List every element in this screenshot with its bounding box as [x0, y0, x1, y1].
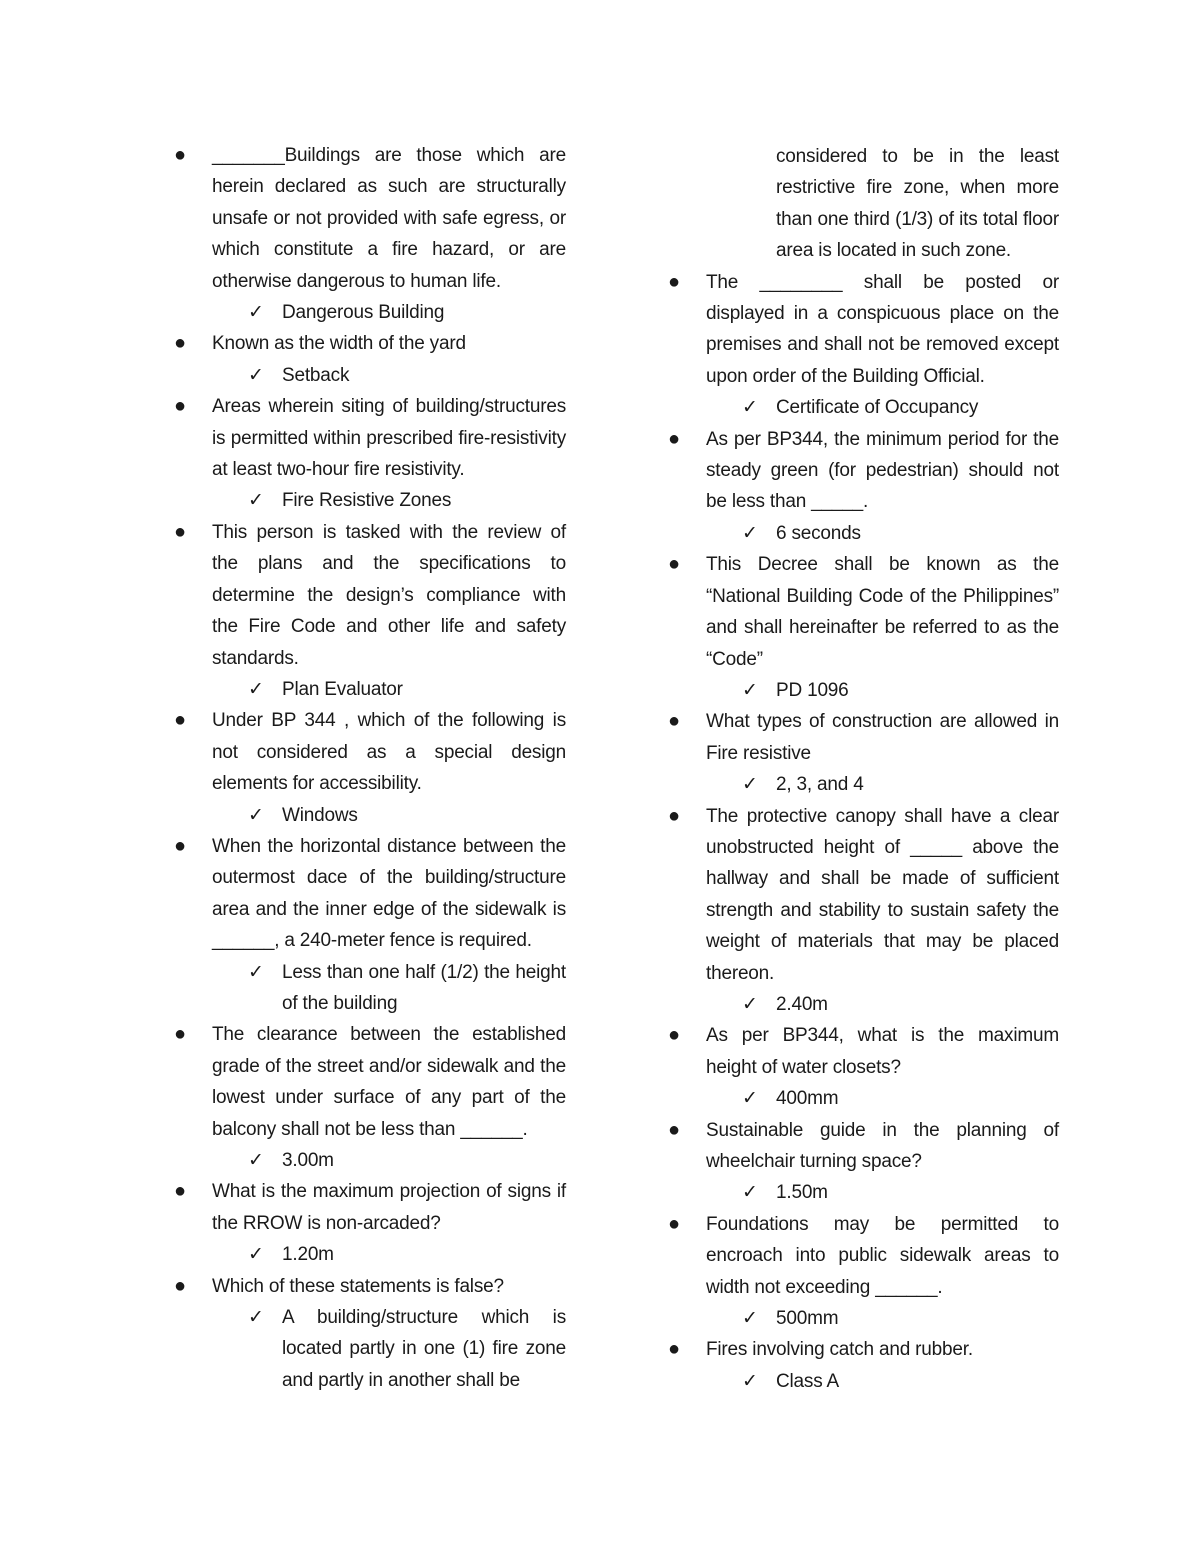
- bullet-icon: ●: [174, 144, 187, 166]
- bullet-icon: ●: [668, 427, 681, 450]
- question-text: This Decree shall be known as the “National Building Code of the Philippines” and shall hereinafter be referred to as the “Code”: [706, 554, 1059, 670]
- qa-item: [662, 549, 1059, 706]
- answer-text: Certificate of Occupancy: [776, 397, 979, 419]
- question-text: Fires involving catch and rubber.: [706, 1339, 973, 1361]
- answer-text: Less than one half (1/2) the height of the building: [282, 961, 566, 1014]
- check-icon: ✓: [742, 1308, 758, 1330]
- right-column: [662, 140, 1059, 1397]
- question-text: What types of construction are allowed in Fire resistive: [706, 711, 1059, 764]
- question-text: The protective canopy shall have a clear unobstructed height of _____ above the hallway and shall be made of sufficient strength and stability to sustain safety the weight of materials that may be placed thereon.: [706, 805, 1059, 984]
- question-text: Sustainable guide in the planning of wheelchair turning space?: [706, 1119, 1059, 1172]
- answer-text: 2, 3, and 4: [776, 774, 864, 796]
- qa-item: [662, 1334, 1059, 1397]
- qa-item: [168, 391, 566, 517]
- bullet-icon: ●: [668, 553, 681, 576]
- qa-item: [662, 1115, 1059, 1209]
- bullet-icon: ●: [174, 709, 187, 732]
- check-icon: ✓: [742, 1182, 758, 1204]
- qa-item: [662, 706, 1059, 800]
- bullet-icon: ●: [668, 1024, 681, 1047]
- check-icon: ✓: [742, 993, 758, 1015]
- answer-text: Plan Evaluator: [282, 678, 403, 700]
- check-icon: ✓: [248, 678, 264, 700]
- check-icon: ✓: [742, 1088, 758, 1110]
- bullet-icon: ●: [668, 270, 681, 293]
- check-icon: ✓: [248, 1307, 264, 1329]
- answer-text: PD 1096: [776, 679, 849, 701]
- question-text: The ________ shall be posted or displayed in a conspicuous place on the premises and shall not be removed except upon order of the Building Official.: [706, 271, 1059, 387]
- check-icon: ✓: [742, 679, 758, 701]
- left-column: [168, 140, 566, 1396]
- qa-item: [168, 328, 566, 391]
- answer-text: Fire Resistive Zones: [282, 490, 452, 512]
- bullet-icon: ●: [174, 520, 187, 543]
- answer-text: 6 seconds: [776, 522, 861, 544]
- bullet-icon: ●: [668, 1212, 681, 1235]
- answer-text: 2.40m: [776, 993, 828, 1015]
- bullet-icon: ●: [174, 395, 187, 418]
- bullet-icon: ●: [174, 1274, 187, 1297]
- answer-text: Class A: [776, 1370, 840, 1392]
- qa-item: [168, 1176, 566, 1270]
- bullet-icon: ●: [174, 834, 187, 857]
- question-text: As per BP344, what is the maximum height of water closets?: [706, 1025, 1059, 1078]
- answer-continuation-text: considered to be in the least restrictive fire zone, when more than one third (1/3) of its total floor area is located in such zone.: [776, 146, 1059, 262]
- answer-text: 400mm: [776, 1088, 839, 1110]
- answer-text: A building/structure which is located partly in one (1) fire zone and partly in another shall be: [282, 1307, 566, 1391]
- question-text: Under BP 344 , which of the following is not considered as a special design elements for accessibility.: [212, 710, 566, 795]
- qa-item: [662, 424, 1059, 550]
- qa-item: [662, 1020, 1059, 1114]
- qa-item: [662, 267, 1059, 424]
- bullet-icon: ●: [174, 332, 187, 355]
- answer-text: Windows: [282, 804, 358, 826]
- check-icon: ✓: [248, 804, 264, 826]
- check-icon: ✓: [742, 774, 758, 796]
- qa-item: [168, 1019, 566, 1176]
- answer-text: 1.50m: [776, 1182, 828, 1204]
- qa-item: [662, 1209, 1059, 1335]
- check-icon: ✓: [248, 1150, 264, 1171]
- question-text: Known as the width of the yard: [212, 333, 466, 355]
- question-text: _______Buildings are those which are herein declared as such are structurally unsafe or not provided with safe egress, or which constitute a fire hazard, or are otherwise dangerous to human life.: [212, 145, 566, 292]
- right-qa-list: [662, 267, 1059, 1398]
- answer-text: 3.00m: [282, 1150, 334, 1171]
- qa-item: [168, 705, 566, 831]
- answer-text: Setback: [282, 364, 350, 386]
- check-icon: ✓: [742, 522, 758, 544]
- check-icon: ✓: [742, 397, 758, 419]
- bullet-icon: ●: [668, 710, 681, 733]
- qa-item: [168, 1271, 566, 1397]
- check-icon: ✓: [742, 1370, 758, 1392]
- check-icon: ✓: [248, 1244, 264, 1266]
- check-icon: ✓: [248, 961, 264, 983]
- answer-text: 1.20m: [282, 1244, 334, 1266]
- bullet-icon: ●: [668, 1118, 681, 1141]
- check-icon: ✓: [248, 302, 264, 324]
- qa-item: [662, 801, 1059, 1021]
- bullet-icon: ●: [174, 1023, 187, 1046]
- qa-item: [168, 140, 566, 328]
- question-text: This person is tasked with the review of the plans and the specifications to determine the design’s compliance with the Fire Code and other life and safety standards.: [212, 521, 566, 669]
- answer-text: Dangerous Building: [282, 302, 445, 324]
- question-text: The clearance between the established grade of the street and/or sidewalk and the lowest under surface of any part of the balcony shall not be less than ______.: [212, 1024, 566, 1140]
- answer-text: 500mm: [776, 1308, 839, 1330]
- qa-item: [168, 517, 566, 705]
- qa-item: [168, 831, 566, 1019]
- left-qa-list: [168, 140, 566, 1396]
- check-icon: ✓: [248, 364, 264, 386]
- question-text: Areas wherein siting of building/structures is permitted within prescribed fire-resistivity at least two-hour fire resistivity.: [212, 396, 566, 481]
- question-text: What is the maximum projection of signs if the RROW is non-arcaded?: [212, 1181, 566, 1234]
- question-text: As per BP344, the minimum period for the steady green (for pedestrian) should not be less than _____.: [706, 428, 1059, 513]
- bullet-icon: ●: [174, 1180, 187, 1203]
- bullet-icon: ●: [668, 804, 681, 827]
- bullet-icon: ●: [668, 1338, 681, 1361]
- question-text: When the horizontal distance between the outermost dace of the building/structure area and the inner edge of the sidewalk is ______, a 240-meter fence is required.: [212, 835, 566, 952]
- question-text: Which of these statements is false?: [212, 1275, 504, 1297]
- question-text: Foundations may be permitted to encroach into public sidewalk areas to width not exceeding ______.: [706, 1213, 1059, 1298]
- check-icon: ✓: [248, 490, 264, 512]
